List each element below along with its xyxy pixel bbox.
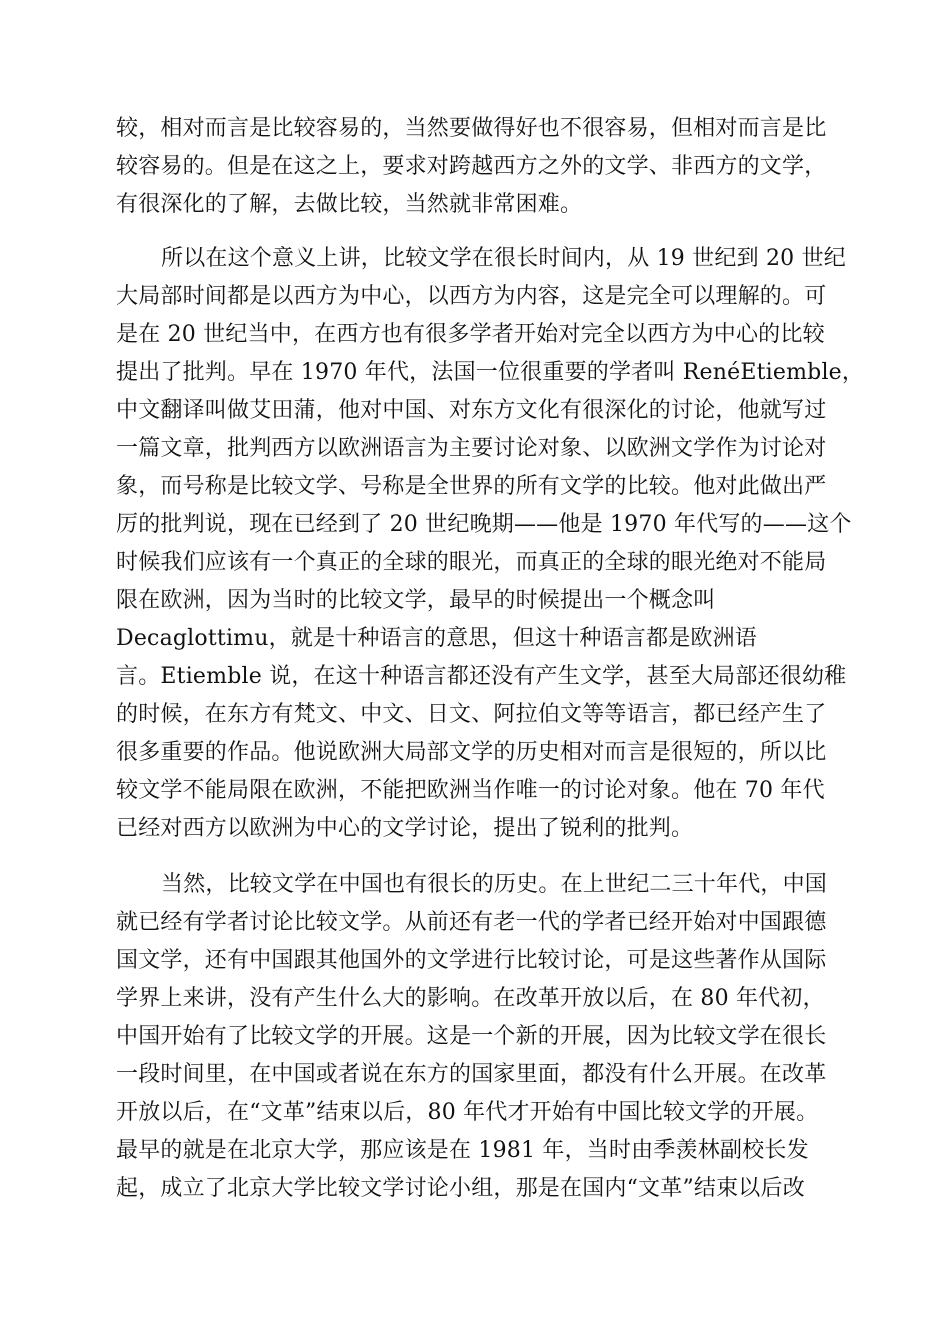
paragraph-line: 最早的就是在北京大学，那应该是在 1981 年，当时由季羡林副校长发 (116, 1138, 809, 1163)
paragraph-line: 学界上来讲，没有产生什么大的影响。在改革开放以后，在 80 年代初， (116, 986, 825, 1011)
paragraph-line: 已经对西方以欧洲为中心的文学讨论，提出了锐利的批判。 (116, 816, 694, 841)
paragraph-line: 中国开始有了比较文学的开展。这是一个新的开展，因为比较文学在很长 (116, 1024, 827, 1049)
paragraph-line: 时候我们应该有一个真正的全球的眼光，而真正的全球的眼光绝对不能局 (116, 550, 827, 575)
paragraph-line: 很多重要的作品。他说欧洲大局部文学的历史相对而言是很短的，所以比 (116, 740, 827, 765)
paragraph-line: 较，相对而言是比较容易的，当然要做得好也不很容易，但相对而言是比 (116, 116, 827, 141)
paragraph-line: 所以在这个意义上讲，比较文学在很长时间内，从 19 世纪到 20 世纪 (161, 246, 846, 271)
paragraph-2 (116, 240, 865, 848)
paragraph-line: 的时候，在东方有梵文、中文、日文、阿拉伯文等等语言，都已经产生了 (116, 702, 827, 727)
paragraph-line: 提出了批判。早在 1970 年代，法国一位很重要的学者叫 RenéEtiemble， (116, 360, 865, 385)
paragraph-line: 开放以后，在“文革”结束以后，80 年代才开始有中国比较文学的开展。 (116, 1100, 819, 1125)
paragraph-1 (116, 110, 846, 224)
paragraph-line: 限在欧洲，因为当时的比较文学，最早的时候提出一个概念叫 (116, 588, 716, 613)
paragraph-3 (116, 866, 846, 1208)
paragraph-line: 起，成立了北京大学比较文学讨论小组，那是在国内“文革”结束以后改 (116, 1176, 805, 1201)
paragraph-line: 中文翻译叫做艾田蒲，他对中国、对东方文化有很深化的讨论，他就写过 (116, 398, 827, 423)
paragraph-line: 大局部时间都是以西方为中心，以西方为内容，这是完全可以理解的。可 (116, 284, 827, 309)
paragraph-line: 厉的批判说，现在已经到了 20 世纪晚期——他是 1970 年代写的——这个 (116, 512, 852, 537)
paragraph-line: 较容易的。但是在这之上，要求对跨越西方之外的文学、非西方的文学， (116, 154, 827, 179)
paragraph-line: 一段时间里，在中国或者说在东方的国家里面，都没有什么开展。在改革 (116, 1062, 827, 1087)
paragraph-line: 一篇文章，批判西方以欧洲语言为主要讨论对象、以欧洲文学作为讨论对 (116, 436, 827, 461)
paragraph-line: 较文学不能局限在欧洲，不能把欧洲当作唯一的讨论对象。他在 70 年代 (116, 778, 825, 803)
paragraph-line: 国文学，还有中国跟其他国外的文学进行比较讨论，可是这些著作从国际 (116, 948, 827, 973)
paragraph-line: 象，而号称是比较文学、号称是全世界的所有文学的比较。他对此做出严 (116, 474, 827, 499)
paragraph-line: 就已经有学者讨论比较文学。从前还有老一代的学者已经开始对中国跟德 (116, 910, 827, 935)
paragraph-line: 有很深化的了解，去做比较，当然就非常困难。 (116, 192, 583, 217)
paragraph-line: Decaglottimu，就是十种语言的意思，但这十种语言都是欧洲语 (116, 626, 758, 651)
paragraph-line: 当然，比较文学在中国也有很长的历史。在上世纪二三十年代，中国 (161, 872, 828, 897)
paragraph-line: 言。Etiemble 说，在这十种语言都还没有产生文学，甚至大局部还很幼稚 (116, 664, 847, 689)
paragraph-line: 是在 20 世纪当中，在西方也有很多学者开始对完全以西方为中心的比较 (116, 322, 825, 347)
